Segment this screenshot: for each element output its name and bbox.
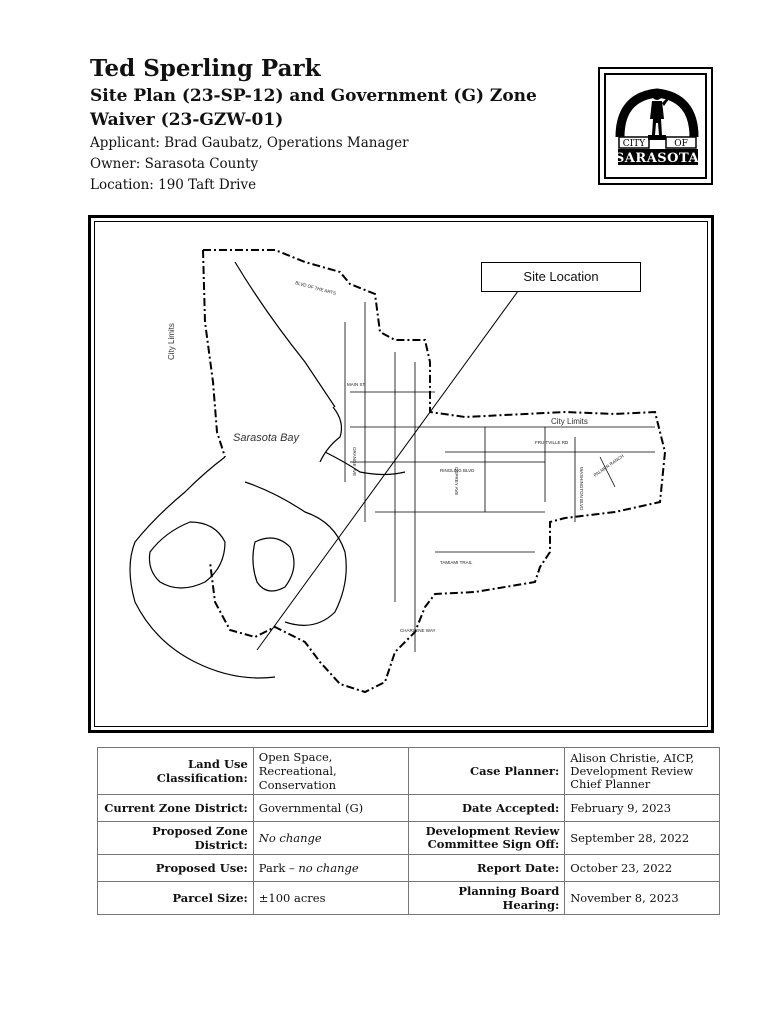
date-accepted-value: February 9, 2023 (565, 795, 720, 822)
table-row (98, 795, 720, 822)
svg-text:WASHINGTON BLVD: WASHINGTON BLVD (579, 467, 584, 511)
table-row (98, 882, 720, 915)
bay-label: Sarasota Bay (233, 432, 300, 444)
report-date-label: Report Date: (408, 855, 565, 882)
proposed-use-note: no change (298, 861, 359, 875)
location-line: Location: 190 Taft Drive (90, 177, 257, 193)
city-limits-label-west: City Limits (167, 323, 176, 360)
svg-text:MAIN ST: MAIN ST (347, 382, 366, 387)
proposed-use-main: Park – (258, 861, 299, 875)
planning-board-value: November 8, 2023 (565, 882, 720, 915)
project-info-table (97, 747, 720, 915)
svg-text:RINGLING BLVD: RINGLING BLVD (440, 468, 475, 473)
parcel-size-label: Parcel Size: (98, 882, 254, 915)
case-planner-label: Case Planner: (408, 748, 565, 795)
svg-text:CITY: CITY (622, 139, 646, 149)
svg-text:OSPREY AVE: OSPREY AVE (454, 467, 459, 496)
parcel-size-value: ±100 acres (253, 882, 408, 915)
land-use-label: Land Use Classification: (98, 748, 254, 795)
current-zone-label: Current Zone District: (98, 795, 254, 822)
table-row (98, 855, 720, 882)
owner-line: Owner: Sarasota County (90, 156, 259, 172)
svg-text:FRUITVILLE RD: FRUITVILLE RD (535, 440, 569, 445)
report-date-value: October 23, 2022 (565, 855, 720, 882)
proposed-zone-value: No change (253, 822, 408, 855)
page-subtitle: Site Plan (23-SP-12) and Government (G) Zone Waiver (23-GZW-01) (90, 86, 537, 130)
table-row (98, 748, 720, 795)
case-planner-value: Alison Christie, AICP, Development Review Chief Planner (565, 748, 720, 795)
site-location-callout: Site Location (481, 262, 641, 292)
planning-board-label: Planning Board Hearing: (408, 882, 565, 915)
date-accepted-label: Date Accepted: (408, 795, 565, 822)
city-seal-graphic (606, 75, 709, 181)
land-use-value: Open Space, Recreational, Conservation (253, 748, 408, 795)
proposed-use-label: Proposed Use: (98, 855, 254, 882)
svg-text:OF: OF (674, 139, 688, 149)
city-limits-label-east: City Limits (551, 417, 588, 426)
applicant-line: Applicant: Brad Gaubatz, Operations Manager (90, 135, 409, 151)
city-map-graphic (95, 222, 708, 727)
page-title: Ted Sperling Park (90, 55, 321, 82)
svg-text:SARASOTA: SARASOTA (614, 151, 700, 166)
proposed-use-value (253, 855, 408, 882)
drc-signoff-value: September 28, 2022 (565, 822, 720, 855)
current-zone-value: Governmental (G) (253, 795, 408, 822)
drc-signoff-label: Development Review Committee Sign Off: (408, 822, 565, 855)
svg-text:CHARLENE WAY: CHARLENE WAY (400, 628, 436, 633)
svg-text:PALMER RANCH: PALMER RANCH (592, 453, 625, 478)
proposed-zone-label: Proposed Zone District: (98, 822, 254, 855)
svg-text:BLVD OF THE ARTS: BLVD OF THE ARTS (294, 280, 337, 296)
city-logo (598, 67, 713, 185)
svg-text:TAMIAMI TRAIL: TAMIAMI TRAIL (440, 560, 473, 565)
table-row (98, 822, 720, 855)
svg-text:ORANGE AVE: ORANGE AVE (352, 447, 357, 477)
location-map (88, 215, 714, 733)
